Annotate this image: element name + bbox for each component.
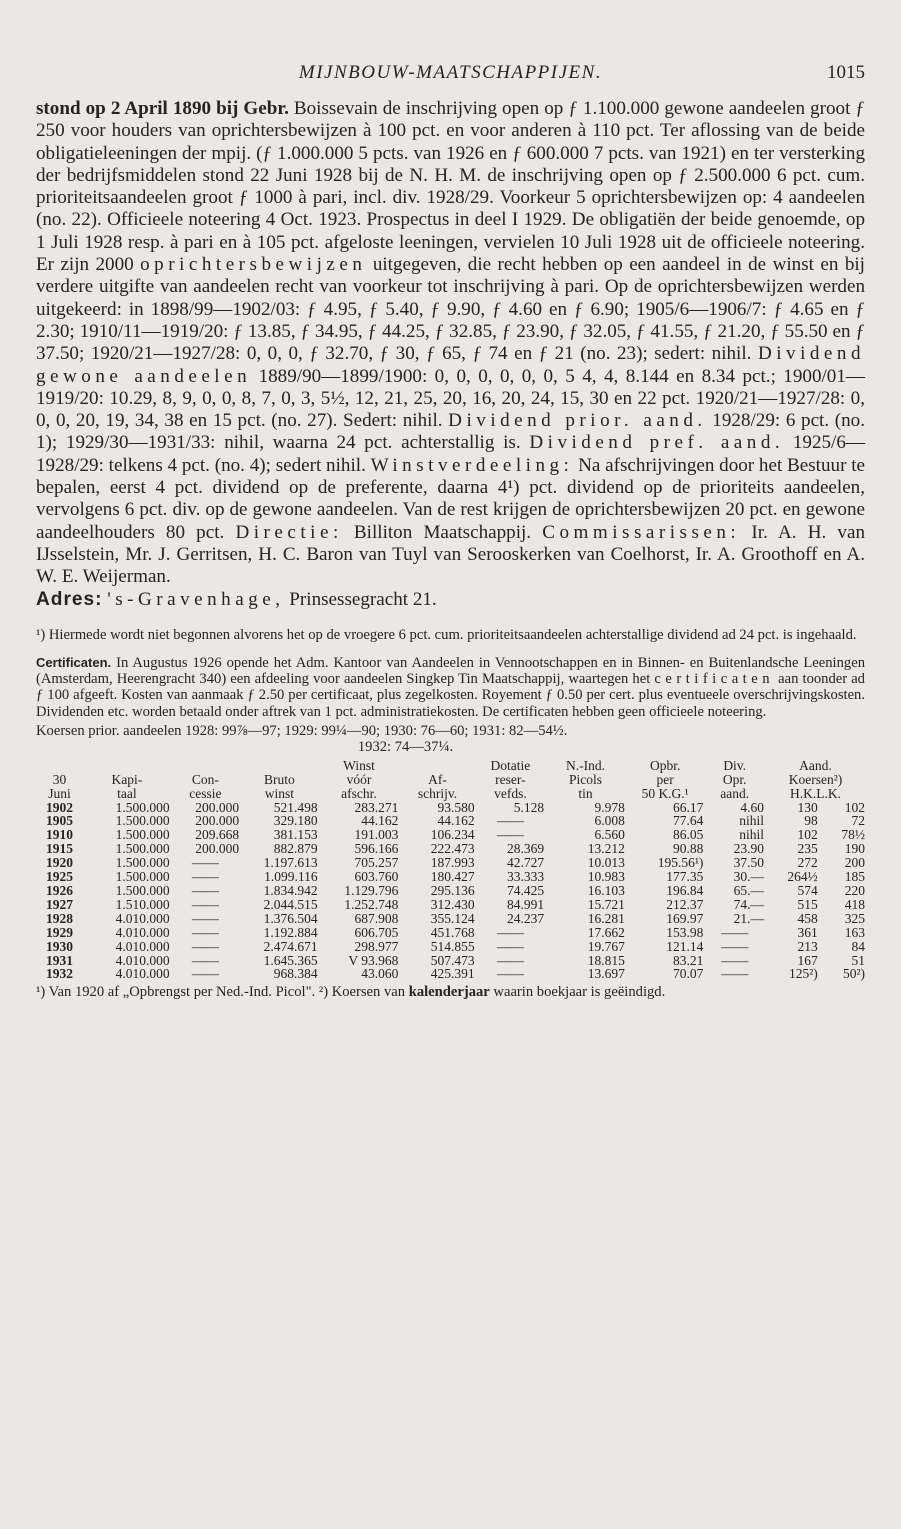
table-cell: 74.425 (507, 884, 545, 898)
table-header-cell: 50 K.G.¹ (641, 786, 689, 801)
text-segment: 1889/90—1899/1900: 0, 0, 0, 0, 0, 0, 5 4, 4, 8.144 en 8.34 pct.; 1900/01—1919/20: 10.29, 8, 9, 0, 0, 8, 7, 0, 3, 5½, 12, 21, 25, 20, 16, 20, 24, 15, 30 en 22 pct. 1920/21—1927/28: 0, 0, 0, 20, 19, 34, 38 en 15 pct. (no. 27). Sedert: nihil. (36, 365, 865, 432)
certificaten-lead: Certificaten. (36, 655, 112, 671)
table-header-cell: Af- (428, 772, 447, 787)
keyword-kalenderjaar: kalenderjaar (408, 984, 490, 1001)
table-cell: —— (496, 828, 524, 843)
address-line (36, 589, 865, 611)
table-cell: —— (721, 953, 749, 968)
table-footnote (36, 984, 865, 1000)
table-header-cell (240, 759, 319, 773)
table-header-cell: reser- (495, 772, 526, 787)
table-cell: V 93.968 (348, 953, 399, 968)
table-cell: 24.237 (507, 911, 545, 926)
table-cell: 16.281 (587, 911, 625, 926)
table-cell: —— (191, 953, 219, 968)
table-cell: 74.— (733, 897, 764, 912)
table-cell: 1.376.504 (263, 911, 318, 926)
table-cell: 1925 (46, 870, 74, 884)
table-row (36, 884, 866, 898)
table-cell: 44.162 (361, 814, 399, 829)
table-header-cell: Kapi- (111, 772, 143, 787)
table-cell: 1927 (46, 897, 74, 912)
keyword-certificaten: certificaten (654, 671, 775, 688)
table-cell: 209.668 (195, 828, 240, 843)
table-header-row (36, 759, 866, 773)
table-cell: 98 (804, 814, 818, 829)
table-cell: 23.90 (733, 842, 764, 857)
table-cell: 521.498 (273, 800, 318, 815)
table-cell: —— (191, 884, 219, 898)
text-segment: waarin boekjaar is geëindigd. (489, 984, 666, 1001)
table-cell: 1932 (46, 967, 74, 982)
table-cell: 37.50 (733, 856, 764, 871)
table-cell: 235 (797, 842, 818, 857)
table-header-cell: winst (264, 786, 294, 801)
table-cell: 1902 (46, 800, 74, 815)
table-cell: 355.124 (430, 911, 475, 926)
table-cell: 507.473 (430, 953, 475, 968)
keyword-oprichtersbewijzen: oprichtersbewijzen (140, 254, 367, 276)
table-cell: —— (721, 967, 749, 982)
address-city: 's-Gravenhage, (107, 588, 285, 610)
text-segment: In Augustus 1926 opende het Adm. Kantoor van Aandeelen in Vennootschappen en in Binnen- en Buitenlandsche Leeningen (Amsterdam, Heerengracht 340) een afdeeling voor aandeelen Singkep Tin Maatschappij, waartegen het (36, 655, 865, 688)
table-cell: 1.510.000 (115, 897, 170, 912)
table-header-cell (36, 759, 83, 773)
keyword-winstverdeeling: Winstverdeeling: (370, 454, 574, 476)
financial-table (36, 759, 866, 982)
table-cell: 4.010.000 (115, 953, 170, 968)
koersen-line-2: 1932: 74—37¼. (357, 739, 454, 756)
table-cell: 196.84 (666, 884, 704, 898)
table-cell: 10.013 (587, 856, 625, 871)
table-header-cell: vefds. (494, 786, 527, 801)
table-cell: 1.192.884 (263, 925, 318, 940)
table-cell: 102 (797, 828, 818, 843)
table-header-row (36, 773, 866, 787)
table-cell: —— (496, 953, 524, 968)
table-cell: 1930 (46, 939, 74, 954)
table-cell: 1.645.365 (263, 953, 318, 968)
table-cell: 2.044.515 (263, 897, 318, 912)
table-row (36, 801, 866, 815)
table-cell: 4.010.000 (115, 939, 170, 954)
table-cell: 687.908 (354, 911, 399, 926)
koersen-block (36, 723, 865, 756)
table-cell: 6.008 (594, 814, 625, 829)
table-cell: 106.234 (430, 828, 475, 843)
table-cell: 213 (797, 939, 818, 954)
paragraph-body (36, 98, 865, 589)
table-cell: 425.391 (430, 967, 475, 982)
table-cell: 43.060 (361, 967, 399, 982)
table-cell: —— (496, 967, 524, 982)
table-header-cell: Picols (569, 772, 603, 787)
table-header-cell: H.K.L.K. (789, 786, 841, 801)
table-cell: 185 (844, 870, 865, 884)
table-cell: 705.257 (354, 856, 399, 871)
table-cell: 1.500.000 (115, 884, 170, 898)
table-cell: 200 (844, 856, 865, 871)
table-row (36, 912, 866, 926)
text-segment: uitgegeven, die recht hebben op een aandeel in de winst en bij verdere uitgifte van aandeelen recht van voorkeur tot inschrijving à pari. Op de oprichtersbewijzen werden uitgekeerd: in 1898/99—1902/03: ƒ 4.95, ƒ 5.40, ƒ 9.90, ƒ 4.60 en ƒ 6.90; 1905/6—1906/7: ƒ 4.65 en ƒ 2.30; 1910/11—1919/20: ƒ 13.85, ƒ 34.95, ƒ 44.25, ƒ 32.85, ƒ 23.90, ƒ 32.05, ƒ 41.55, ƒ 21.20, ƒ 55.50 en ƒ 37.50; 1920/21—1927/28: 0, 0, 0, ƒ 32.70, ƒ 30, ƒ 65, ƒ 74 en ƒ 21 (no. 23); sedert: nihil. (36, 254, 865, 365)
table-cell: 603.760 (354, 870, 399, 884)
table-cell: —— (191, 911, 219, 926)
table-cell: 574 (797, 884, 818, 898)
table-cell: —— (496, 939, 524, 954)
table-header-cell: Juni (48, 786, 71, 801)
table-cell: 1926 (46, 884, 74, 898)
table-cell: 515 (797, 897, 818, 912)
table-cell: 13.212 (587, 842, 625, 857)
table-cell: 418 (844, 897, 865, 912)
table-cell: 72 (851, 814, 865, 829)
certificaten-paragraph (36, 655, 865, 720)
table-cell: 65.— (733, 884, 764, 898)
table-cell: 42.727 (507, 856, 545, 871)
table-header-cell (171, 759, 241, 773)
table-cell: 264½ (787, 870, 818, 884)
text-segment: aan toonder ad ƒ 100 afgeeft. Kosten van aanmaak ƒ 2.50 per certificaat, plus zegelkosten. Royement ƒ 0.50 per cert. plus eventueele overschrijvingskosten. Dividenden etc. worden betaald onder aftrek van 1 pct. administratiekosten. De certificaten hebben geen officieele noteering. (36, 671, 865, 720)
table-cell: 882.879 (273, 842, 318, 857)
table-header-cell: N.-Ind. (566, 758, 606, 773)
text-segment: ¹) Van 1920 af „Opbrengst per Ned.-Ind. Picol". ²) Koersen van (36, 984, 409, 1001)
table-cell: 16.103 (587, 884, 625, 898)
table-cell: 1.500.000 (115, 842, 170, 857)
main-text (36, 98, 865, 611)
table-cell: —— (191, 856, 219, 871)
table-cell: 28.369 (507, 842, 545, 857)
table-cell: 86.05 (673, 828, 704, 843)
table-cell: 70.07 (673, 967, 704, 982)
table-cell: 4.010.000 (115, 925, 170, 940)
table-cell: 50²) (842, 967, 865, 982)
table-cell: 10.983 (587, 870, 625, 884)
table-cell: 44.162 (437, 814, 475, 829)
table-cell: —— (721, 939, 749, 954)
table-cell: 312.430 (430, 897, 475, 912)
table-cell: 1.099.116 (264, 870, 318, 884)
table-cell: —— (496, 925, 524, 940)
table-row (36, 926, 866, 940)
table-cell: 90.88 (673, 842, 704, 857)
running-header (36, 58, 865, 98)
table-row (36, 954, 866, 968)
table-header-cell (83, 759, 170, 773)
table-body (36, 801, 866, 982)
text-lead: stond op 2 April 1890 bij Gebr. (36, 98, 289, 119)
table-row (36, 898, 866, 912)
table-cell: 361 (797, 925, 818, 940)
table-cell: 6.560 (594, 828, 625, 843)
table-row (36, 828, 866, 842)
table-cell: nihil (739, 828, 764, 843)
table-cell: 83.21 (673, 953, 704, 968)
table-cell: 329.180 (273, 814, 318, 829)
table-cell: 968.384 (273, 967, 318, 982)
table-cell: 220 (844, 884, 865, 898)
table-cell: 1920 (46, 856, 74, 871)
table-cell: 514.855 (430, 939, 475, 954)
page-number: 1015 (827, 62, 865, 83)
table-cell: 78½ (841, 828, 865, 843)
keyword-dividend-pref: Dividend pref. aand. (529, 432, 785, 454)
table-header-cell: Dotatie (490, 758, 531, 773)
table-cell: —— (191, 897, 219, 912)
table-cell: 130 (797, 800, 818, 815)
table-cell: 177.35 (666, 870, 704, 884)
table-cell: 125²) (789, 967, 818, 982)
table-cell: 381.153 (273, 828, 318, 843)
table-cell: 51 (851, 953, 865, 968)
table-cell: 195.56¹) (657, 856, 704, 871)
address-label: Adres: (36, 588, 103, 610)
text-segment: Ir. A. H. van IJsselstein, Mr. J. Gerritsen, H. C. Baron van Tuyl van Serooskerken van Coelhorst, Ir. A. Groothoff en A. W. E. Weijerman. (36, 521, 865, 588)
text-segment: Na afschrijvingen door het Bestuur te bepalen, eerst 4 pct. dividend op de preferente, daarna 4¹) pct. dividend op de prioriteits aandeelen, vervolgens 6 pct. div. op de gewone aandeelen. Van de rest krijgen de oprichtersbewijzen 20 pct. en gewone aandeelhouders 80 pct. (36, 454, 865, 543)
table-cell: 1.500.000 (115, 828, 170, 843)
table-cell: 5.128 (513, 800, 545, 815)
table-cell: 222.473 (430, 842, 475, 857)
table-header-cell: taal (117, 786, 137, 801)
table-row (36, 870, 866, 884)
table-cell: 169.97 (666, 911, 704, 926)
text-segment: 1928/29: 6 pct. (no. 1); 1929/30—1931/33: nihil, waarna 24 pct. achterstallig is. (36, 410, 865, 454)
table-cell: 77.64 (673, 814, 704, 829)
table-cell: 84 (851, 939, 865, 954)
table-cell: 84.991 (507, 897, 545, 912)
table-cell: 1915 (46, 842, 74, 857)
table-cell: 1910 (46, 828, 74, 843)
table-header-cell: Opr. (722, 772, 747, 787)
table-cell: 153.98 (666, 925, 704, 940)
table-cell: 1.500.000 (115, 870, 170, 884)
table-cell: 325 (844, 911, 865, 926)
table-cell: 1.500.000 (115, 856, 170, 871)
table-cell: 4.010.000 (115, 911, 170, 926)
table-cell: 1.834.942 (263, 884, 318, 898)
table-cell: 212.37 (666, 897, 704, 912)
table-cell: 30.— (733, 870, 764, 884)
table-cell: 18.815 (587, 953, 625, 968)
table-cell: 283.271 (354, 800, 399, 815)
table-cell: 200.000 (195, 814, 240, 829)
table-cell: 9.978 (594, 800, 625, 815)
table-cell: 167 (797, 953, 818, 968)
table-header-cell: 30 (52, 772, 67, 787)
table-cell: 21.— (733, 911, 764, 926)
table-cell: —— (191, 870, 219, 884)
table-cell: 2.474.671 (263, 939, 318, 954)
table-cell: 606.705 (354, 925, 399, 940)
table-cell: 1931 (46, 953, 74, 968)
table-cell: 102 (844, 800, 865, 815)
table-cell: 451.768 (430, 925, 475, 940)
table-cell: 180.427 (430, 870, 475, 884)
table-header-cell: Winst (343, 758, 375, 773)
table-header-cell: afschr. (341, 786, 377, 801)
table-cell: 66.17 (673, 800, 704, 815)
table-cell: 121.14 (666, 939, 704, 954)
table-cell: 1.500.000 (115, 800, 170, 815)
table-cell: 1928 (46, 911, 74, 926)
table-header (36, 759, 866, 801)
table-cell: 4.010.000 (115, 967, 170, 982)
table-row (36, 842, 866, 856)
table-header-cell: Koersen²) (788, 772, 843, 787)
table-cell: 1.252.748 (344, 897, 399, 912)
table-cell: 187.993 (430, 856, 475, 871)
table-cell: —— (496, 814, 524, 829)
text-segment: Billiton Maatschappij. (342, 521, 543, 543)
table-cell: —— (721, 925, 749, 940)
text-segment: 1925/6—1928/29: telkens 4 pct. (no. 4); sedert nihil. (36, 432, 865, 476)
keyword-directie: Directie: (235, 521, 343, 543)
text-segment: Boissevain de inschrijving open op ƒ 1.100.000 gewone aandeelen groot ƒ 250 voor houders van oprichtersbewijzen à 100 pct. en voor anderen à 110 pct. Ter aflossing van de beide obligatieleeningen der mpij. (ƒ 1.000.000 5 pcts. van 1926 en ƒ 600.000 7 pcts. van 1921) en ter versterking der bedrijfsmiddelen stond 22 Juni 1928 bij de N. H. M. de inschrijving open op ƒ 2.500.000 6 pct. cum. prioriteitsaandeelen groot ƒ 1000 à pari, incl. div. 1928/29. Voorkeur 5 oprichtersbewijzen op: 4 aandeelen (no. 22). Officieele noteering 4 Oct. 1923. Prospectus in deel I 1929. De obligatiën der beide genoemde, op 1 Juli 1928 resp. à pari en à 105 pct. afgeloste leeningen, vervielen 10 Juli 1928 uit de officieele noteering. Er zijn 2000 (36, 98, 865, 276)
table-row (36, 967, 866, 981)
table-header-row (36, 787, 866, 801)
table-header-cell: Con- (191, 772, 219, 787)
footnote-1: ¹) Hiermede wordt niet begonnen alvorens het op de vroegere 6 pct. cum. prioriteitsaandeelen achterstallige dividend ad 24 pct. is ingehaald. (36, 626, 857, 643)
running-title: MIJNBOUW-MAATSCHAPPIJEN. (298, 62, 603, 83)
table-cell: 1.500.000 (115, 814, 170, 829)
table-cell: 1905 (46, 814, 74, 829)
table-cell: 200.000 (195, 800, 240, 815)
table-cell: 163 (844, 925, 865, 940)
address-street: Prinsessegracht 21. (284, 588, 437, 610)
table-cell: 458 (797, 911, 818, 926)
table-cell: 17.662 (587, 925, 625, 940)
table-row (36, 814, 866, 828)
table-header-cell: schrijv. (417, 786, 458, 801)
table-cell: —— (191, 925, 219, 940)
table-cell: 298.977 (354, 939, 399, 954)
table-cell: 190 (844, 842, 865, 857)
table-header-cell: Bruto (263, 772, 295, 787)
koersen-line-1: Koersen prior. aandeelen 1928: 99⅞—97; 1929: 99¼—90; 1930: 76—60; 1931: 82—54½. (36, 722, 568, 739)
table-cell: 295.136 (430, 884, 475, 898)
table-header-cell: per (656, 772, 674, 787)
table-header-cell: Div. (723, 758, 747, 773)
table-cell: 191.003 (354, 828, 399, 843)
table-cell: 4.60 (740, 800, 764, 815)
table-cell: 93.580 (437, 800, 475, 815)
keyword-dividend-prior: Dividend prior. aand. (448, 410, 707, 432)
table-row (36, 856, 866, 870)
table-cell: 13.697 (587, 967, 625, 982)
keyword-dividend-gewone: Dividend gewone aandeelen (36, 343, 865, 387)
table-header-cell: aand. (720, 786, 750, 801)
table-header-cell (399, 759, 475, 773)
table-cell: —— (191, 939, 219, 954)
table-cell: —— (191, 967, 219, 982)
table-header-cell: vóór (346, 772, 372, 787)
table-row (36, 940, 866, 954)
table-header-cell: tin (578, 786, 593, 801)
table-cell: 1929 (46, 925, 74, 940)
table-cell: 200.000 (195, 842, 240, 857)
table-cell: 15.721 (587, 897, 625, 912)
table-cell: nihil (739, 814, 764, 829)
table-cell: 1.129.796 (344, 884, 399, 898)
table-cell: 596.166 (354, 842, 399, 857)
table-header-cell: Opbr. (649, 758, 681, 773)
keyword-commissarissen: Commissarissen: (542, 521, 741, 543)
table-cell: 272 (797, 856, 818, 871)
table-header-cell: Aand. (799, 758, 832, 773)
table-cell: 19.767 (587, 939, 625, 954)
table-cell: 33.333 (507, 870, 545, 884)
table-cell: 1.197.613 (263, 856, 318, 871)
table-header-cell: cessie (189, 786, 222, 801)
